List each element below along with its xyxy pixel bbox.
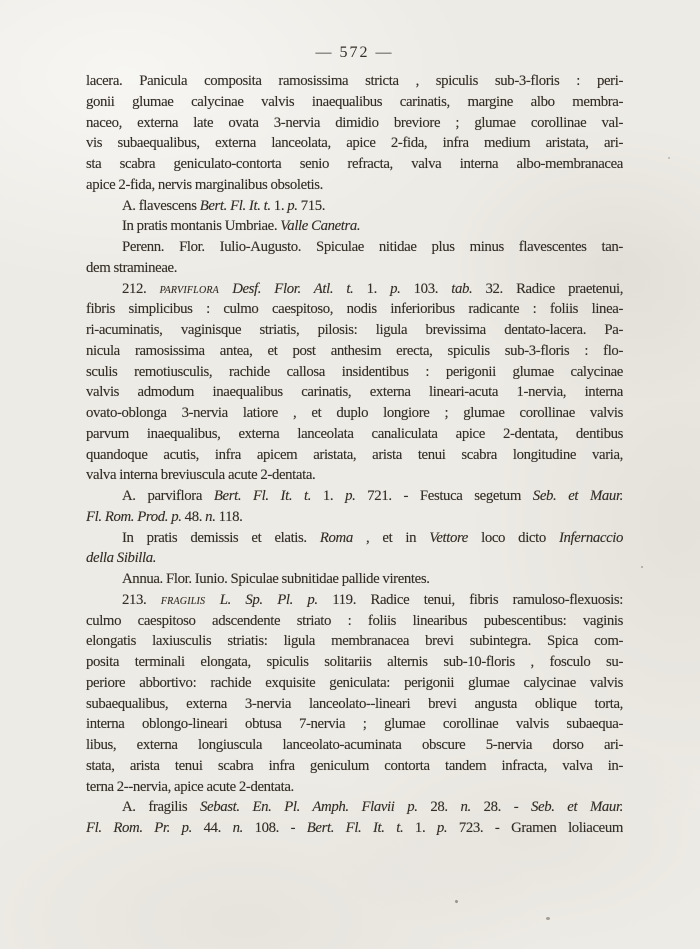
text-segment: dem stramineae. bbox=[86, 259, 178, 276]
text-line bbox=[86, 777, 623, 798]
text-segment: 108. - bbox=[242, 820, 307, 836]
text-segment: valva interna breviuscula acute 2-dentata. bbox=[86, 467, 316, 484]
text-line bbox=[86, 714, 623, 735]
text-segment: A. flavescens bbox=[122, 197, 200, 214]
text-segment: 119. Radice tenui, fibris ramuloso-flexuosis: bbox=[317, 591, 623, 608]
text-segment: In pratis montanis Umbriae. bbox=[122, 218, 281, 235]
text-segment: libus, externa longiuscula lanceolato-acuminata obscure 5-nervia dorso ari- bbox=[86, 737, 623, 753]
text-line bbox=[86, 694, 623, 715]
text-segment: 28. bbox=[417, 799, 461, 816]
text-segment: 48. bbox=[181, 508, 206, 525]
text-segment: Perenn. Flor. Iulio-Augusto. Spiculae nitidae plus minus flavescentes tan- bbox=[122, 239, 623, 255]
text-line bbox=[86, 735, 623, 756]
species-name: parviflora bbox=[159, 280, 219, 297]
italic-text: Infernaccio bbox=[558, 529, 623, 546]
text-segment: 118. bbox=[215, 508, 243, 525]
ink-speck bbox=[641, 566, 643, 568]
text-line bbox=[86, 507, 623, 528]
text-segment: 723. - Gramen loliaceum bbox=[447, 820, 623, 836]
text-line bbox=[86, 92, 623, 113]
text-segment: vis subaequalibus, externa lanceolata, apice 2-fida, infra medium aristata, ari- bbox=[86, 135, 623, 152]
text-line bbox=[86, 237, 623, 258]
italic-text: p. bbox=[436, 820, 448, 836]
text-segment bbox=[205, 592, 219, 608]
text-line bbox=[86, 113, 623, 134]
text-segment: posita terminali elongata, spiculis solitariis alternis sub-10-floris , fosculo su- bbox=[86, 654, 623, 670]
text-line bbox=[86, 196, 623, 217]
text-segment: parvum inaequalibus, externa lanceolata canaliculata apice 2-dentata, dentibus bbox=[86, 425, 623, 442]
text-segment: 32. Radice praetenui, bbox=[472, 280, 623, 297]
italic-text: tab. bbox=[451, 280, 473, 297]
italic-text: Seb. et Maur. bbox=[532, 488, 623, 504]
text-line bbox=[86, 424, 623, 445]
text-segment: 44. bbox=[191, 820, 233, 836]
text-segment: fibris simplicibus : culmo caespitoso, nodis inferioribus radicante : foliis linea- bbox=[86, 301, 623, 318]
text-segment: 721. - Festuca segetum bbox=[355, 488, 533, 504]
text-segment: valvis admodum inaequalibus carinatis, externa lineari-acuta 1-nervia, interna bbox=[86, 384, 623, 401]
text-line bbox=[86, 382, 623, 403]
text-segment: stata, arista tenui scabra infra geniculum contorta tandem infracta, valva in- bbox=[86, 757, 623, 774]
text-line bbox=[86, 486, 623, 507]
text-line bbox=[86, 403, 623, 424]
text-line bbox=[86, 154, 623, 175]
text-segment: terna 2--nervia, apice acute 2-dentata. bbox=[86, 778, 294, 795]
text-segment: 1. bbox=[353, 280, 391, 297]
italic-text: Seb. et Maur. bbox=[531, 799, 623, 816]
text-segment: In pratis demissis et elatis. bbox=[122, 529, 320, 546]
text-segment: 1. bbox=[403, 820, 437, 836]
text-line bbox=[86, 756, 623, 777]
text-segment: apice 2-fida, nervis marginalibus obsoletis. bbox=[86, 176, 323, 193]
text-line bbox=[86, 818, 623, 839]
italic-text: Fl. Rom. Pr. p. bbox=[86, 820, 192, 836]
text-line bbox=[86, 133, 623, 154]
text-segment: Annua. Flor. Iunio. Spiculae subnitidae pallide virentes. bbox=[122, 571, 430, 587]
ink-speck bbox=[668, 157, 670, 159]
text-segment: lacera. Panicula composita ramosissima stricta , spiculis sub-3-floris : peri- bbox=[86, 73, 623, 89]
italic-text: Bert. Fl. It. t. bbox=[306, 820, 404, 836]
italic-text: n. bbox=[460, 799, 471, 816]
italic-text: p. bbox=[390, 280, 401, 297]
text-line bbox=[86, 216, 623, 237]
page-number: — 572 — bbox=[315, 44, 394, 61]
italic-text: Valle Canetra. bbox=[280, 218, 361, 235]
text-segment: ovato-oblonga 3-nervia latiore , et duplo longiore ; glumae corollinae valvis bbox=[86, 405, 623, 421]
text-segment: subaequalibus, externa 3-nervia lanceolato--lineari brevi angusta oblique torta, bbox=[86, 695, 623, 712]
text-segment: A. parviflora bbox=[122, 488, 214, 504]
text-segment: A. fragilis bbox=[122, 799, 201, 816]
text-line bbox=[86, 299, 623, 320]
ink-speck bbox=[454, 899, 458, 903]
text-segment bbox=[219, 281, 232, 297]
italic-text: n. bbox=[232, 820, 243, 836]
text-line bbox=[86, 631, 623, 652]
text-line bbox=[86, 652, 623, 673]
text-line bbox=[86, 590, 623, 611]
italic-text: Fl. Rom. Prod. p. bbox=[86, 508, 182, 525]
text-segment: loco dicto bbox=[468, 529, 559, 546]
body-text bbox=[86, 71, 623, 839]
text-segment: interna oblongo-lineari obtusa 7-nervia ; glumae corollinae valvis subaequa- bbox=[86, 716, 623, 733]
species-name: fragilis bbox=[160, 591, 206, 608]
text-segment: 28. - bbox=[470, 799, 531, 816]
text-line bbox=[86, 341, 623, 362]
italic-text: p. bbox=[287, 197, 298, 214]
italic-text: L. Sp. Pl. p. bbox=[219, 591, 318, 608]
text-line bbox=[86, 465, 623, 486]
text-segment: sta scabra geniculato-contorta senio refracta, valva interna albo-membranacea bbox=[86, 156, 623, 172]
italic-text: Sebast. En. Pl. Amph. Flavii p. bbox=[200, 799, 418, 816]
italic-text: p. bbox=[345, 488, 356, 504]
text-line bbox=[86, 362, 623, 383]
text-line bbox=[86, 445, 623, 466]
text-segment: 1. bbox=[311, 488, 346, 504]
italic-text: Bert. Fl. It. t. bbox=[213, 488, 312, 504]
text-line bbox=[86, 175, 623, 196]
text-segment: gonii glumae calycinae valvis inaequalibus carinatis, margine albo membra- bbox=[86, 93, 623, 110]
text-line bbox=[86, 320, 623, 341]
italic-text: Roma bbox=[319, 529, 353, 546]
text-segment: culmo caespitoso adscendente striato : foliis linearibus pubescentibus: vaginis bbox=[86, 612, 623, 629]
italic-text: della Sibilla. bbox=[86, 550, 157, 567]
text-segment: periore abbortivo: rachide exquisite geniculata: perigonii glumae calycinae valvis bbox=[86, 674, 623, 691]
text-segment: 103. bbox=[400, 280, 452, 297]
text-line bbox=[86, 611, 623, 632]
text-line bbox=[86, 279, 623, 300]
text-segment: quandoque acutis, infra apicem aristata, arista tenui scabra longitudine varia, bbox=[86, 446, 623, 463]
text-segment: 212. bbox=[122, 280, 160, 297]
italic-text: Desf. Flor. Atl. t. bbox=[232, 280, 354, 297]
italic-text: n. bbox=[205, 508, 216, 525]
text-line bbox=[86, 569, 623, 590]
text-line bbox=[86, 673, 623, 694]
text-line bbox=[86, 528, 623, 549]
italic-text: Vettore bbox=[429, 529, 468, 546]
text-line bbox=[86, 548, 623, 569]
ink-speck bbox=[546, 917, 550, 920]
text-line bbox=[86, 797, 623, 818]
text-segment: elongatis laxiusculis striatis: ligula membranacea brevi subintegra. Spica com- bbox=[86, 633, 623, 650]
text-segment: 715. bbox=[297, 197, 326, 214]
text-line bbox=[86, 71, 623, 92]
text-segment: nicula ramosissima antea, et post anthesim erecta, spiculis sub-3-floris : flo- bbox=[86, 342, 623, 359]
text-segment: ri-acuminatis, vaginisque striatis, pilosis: ligula brevissima dentato-lacera. Pa- bbox=[86, 322, 623, 338]
text-segment: , et in bbox=[352, 529, 430, 546]
text-segment: 1. bbox=[270, 197, 288, 214]
text-line bbox=[86, 258, 623, 279]
text-segment: sculis remotiusculis, rachide callosa insidentibus : perigonii glumae calycinae bbox=[86, 363, 623, 380]
text-segment: naceo, externa late ovata 3-nervia dimidio breviore ; glumae corollinae val- bbox=[86, 114, 623, 131]
italic-text: Bert. Fl. It. t. bbox=[199, 197, 271, 214]
text-segment: 213. bbox=[122, 591, 161, 608]
